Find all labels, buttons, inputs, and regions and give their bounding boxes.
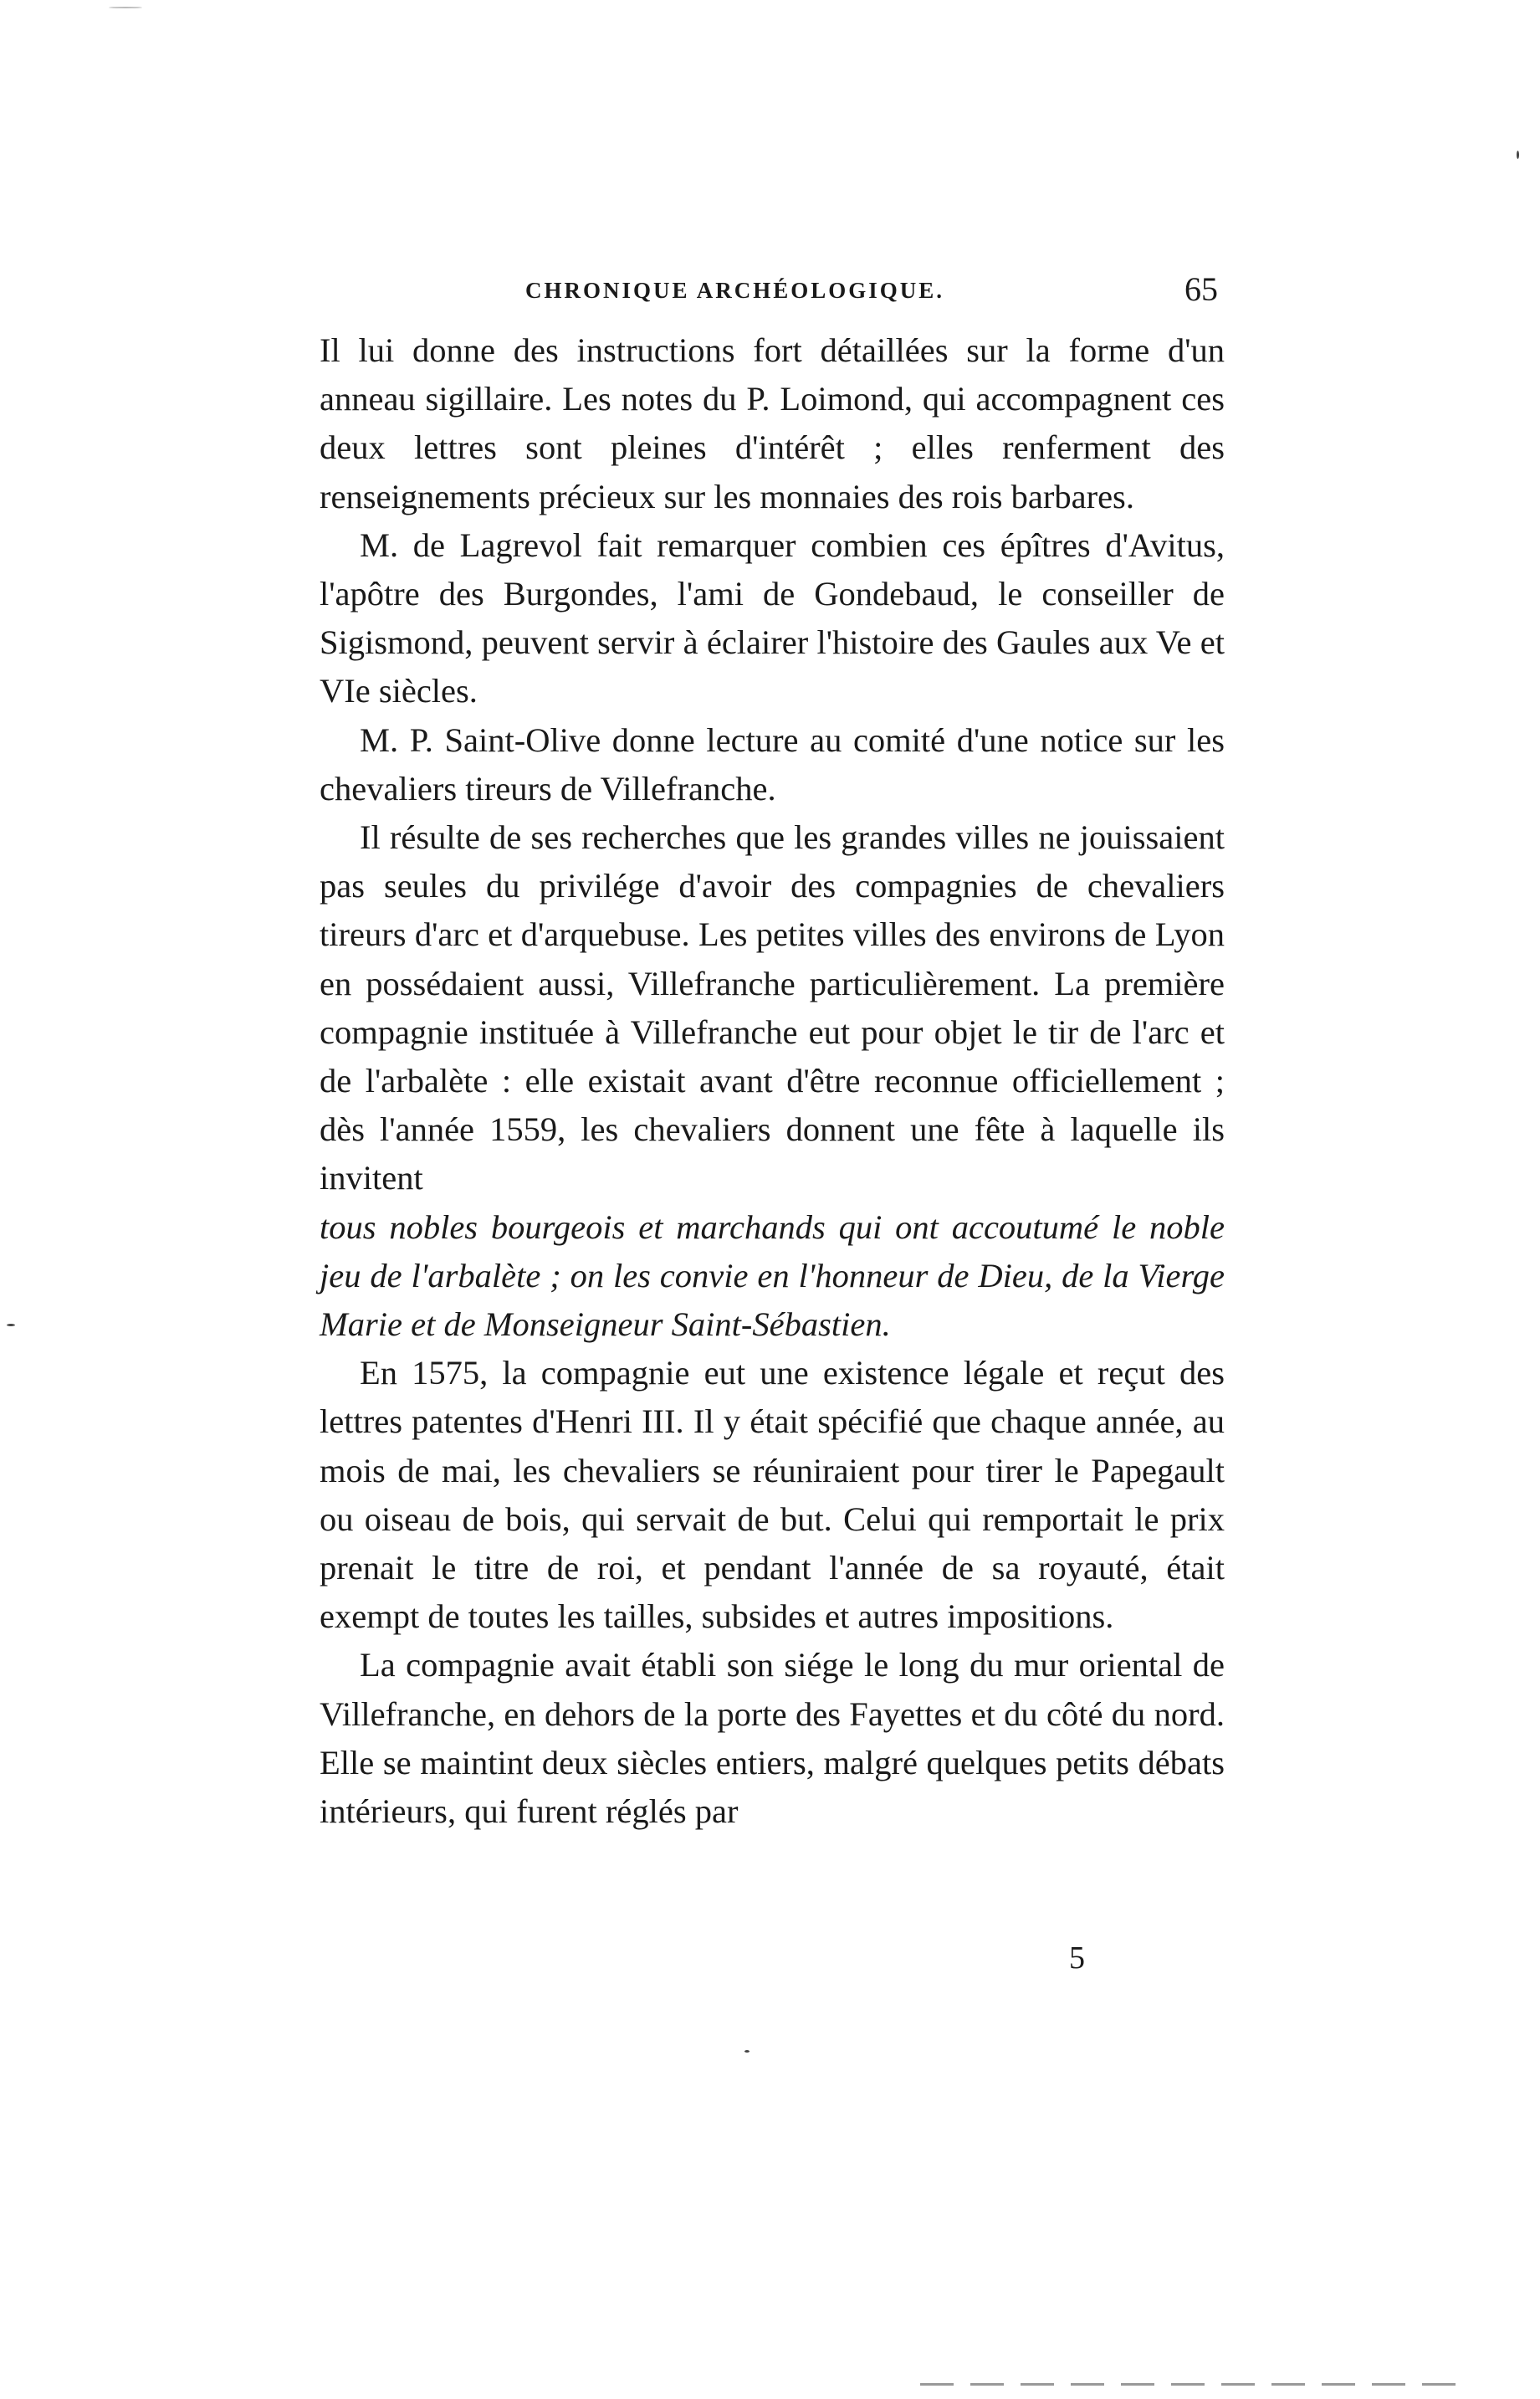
italic-quotation: tous nobles bourgeois et marchands qui ont accoutumé le noble jeu de l'arbalète ; on les convie en l'honneur de Dieu, de la Vierge Marie et de Monseigneur Saint-Sébastien. [320,1207,1225,1344]
ink-speck [109,7,142,8]
paragraph-1: Il lui donne des instructions fort détaillées sur la forme d'un anneau sigillaire. Les notes du P. Loimond, qui accompagnent ces deux lettres sont pleines d'intérêt ; elles renferment des renseignements précieux sur les monnaies des rois barbares. [320,331,1225,515]
running-head [325,270,1228,311]
paragraph-6: La compagnie avait établi son siége le long du mur oriental de Villefranche, en dehors de la porte des Fayettes et du côté du nord. Elle se maintint deux siècles entiers, malgré quelques petits débats intérieurs, qui furent réglés par [320,1646,1225,1831]
signature-mark: 5 [1069,1940,1085,1976]
paragraph-2: M. de Lagrevol fait remarquer combien ces épîtres d'Avitus, l'apôtre des Burgondes, l'ami de Gondebaud, le conseiller de Sigismond, peuvent servir à éclairer l'histoire des Gaules aux Ve et VIe siècles. [320,525,1225,710]
body-text [320,326,1225,1836]
ink-speck [1517,151,1519,159]
ink-speck [7,1324,15,1326]
paragraph-4: Il résulte de ses recherches que les grandes villes ne jouissaient pas seules du privilége d'avoir des compagnies de chevaliers tireurs d'arc et d'arquebuse. Les petites villes des environs de Lyon en possédaient aussi, Villefranche particulièrement. La première compagnie instituée à Villefranche eut pour objet le tir de l'arc et de l'arbalète : elle existait avant d'être reconnue officiellement ; dès l'année 1559, les chevaliers donnent une fête à laquelle ils invitent [320,818,1225,1197]
page-number: 65 [1184,270,1218,308]
paragraph-3: M. P. Saint-Olive donne lecture au comité d'une notice sur les chevaliers tireurs de Villefranche. [320,720,1225,807]
running-title: CHRONIQUE ARCHÉOLOGIQUE. [525,278,945,303]
paragraph-5: En 1575, la compagnie eut une existence légale et reçut des lettres patentes d'Henri III. Il y était spécifié que chaque année, au mois de mai, les chevaliers se réuniraient pour tirer le Papegault ou oiseau de bois, qui servait de but. Celui qui remportait le prix prenait le titre de roi, et pendant l'année de sa royauté, était exempt de toutes les tailles, subsides et autres impositions. [320,1354,1225,1636]
scan-edge-dashes [920,2383,1456,2386]
ink-speck [744,2050,750,2053]
